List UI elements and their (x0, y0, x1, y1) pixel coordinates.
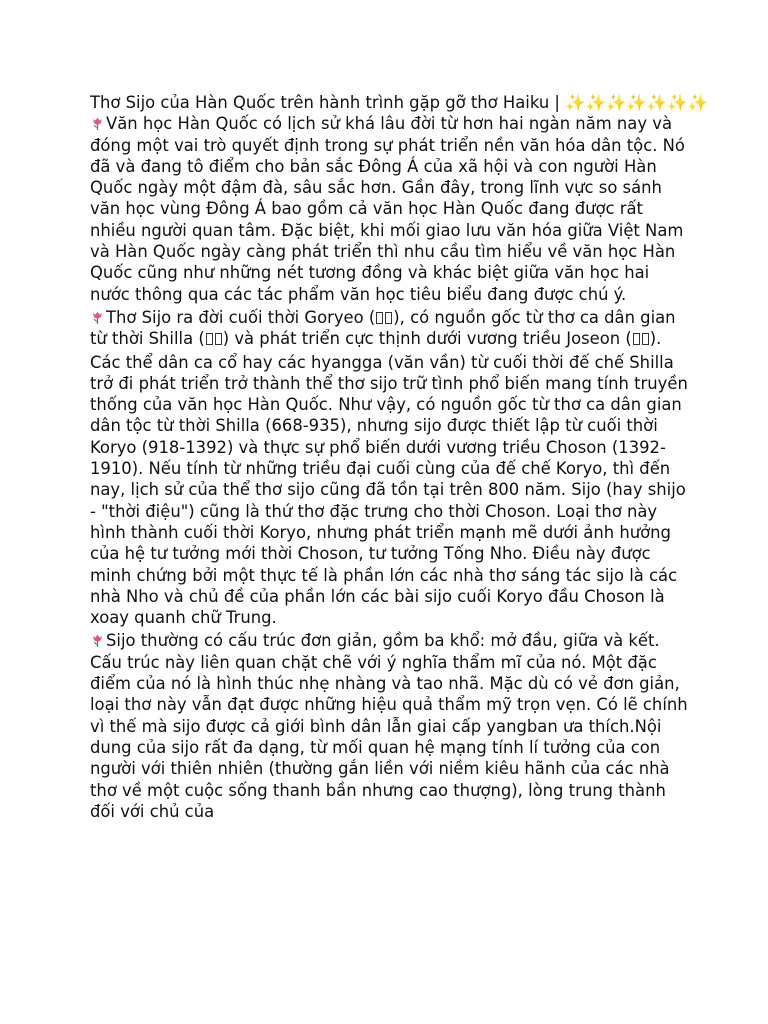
origin-text-c: ) và phát triển cực thịnh dưới vương triều Joseon ( (222, 329, 632, 349)
missing-glyph-icon (215, 333, 222, 345)
origin-text-b: ), có nguồn gốc từ thơ ca dân gian từ thời Shilla ( (90, 307, 676, 349)
missing-glyph-icon (642, 333, 649, 345)
paragraph-structure-text: Sijo thường có cấu trúc đơn giản, gồm ba khổ: mở đầu, giữa và kết. Cấu trúc này liên quan chặt chẽ với ý nghĩa thẩm mĩ của nó. Một đặc điểm của nó là hình thúc nhẹ nhàng và tao nhã. Mặc dù có vẻ đơn giản, loại thơ này vẫn đạt được những hiệu quả thẩm mỹ trọn vẹn. Có lẽ chính vì thế mà sijo được cả giới bình dân lẫn giai cấp yangban ưa thích.Nội dung của sijo rất đa dạng, từ mối quan hệ mạng tính lí tưởng của con người với thiên nhiên (thường gắn liền với niềm kiêu hãnh của các nhà thơ về một cuộc sống thanh bần nhưng cao thượng), lòng trung thành đối với chủ của (90, 631, 688, 821)
missing-glyph-icon (376, 312, 383, 324)
paragraph-structure (90, 630, 690, 822)
tulip-icon (90, 633, 105, 648)
missing-glyph-icon (385, 312, 392, 324)
origin-text-a: Thơ Sijo ra đời cuối thời Goryeo ( (106, 307, 376, 327)
paragraph-history-text: Các thể dân ca cổ hay các hyangga (văn vần) từ cuối thời đế chế Shilla trở đi phát triển trở thành thể thơ sijo trữ tình phổ biến mang tính truyền thống của văn học Hàn Quốc. Như vậy, có nguồn gốc từ thơ ca dân gian dân tộc từ thời Shilla (668-935), nhưng sijo được thiết lập từ cuối thời Koryo (918-1392) và thực sự phổ biến dưới vương triều Choson (1392-1910). Nếu tính từ những triều đại cuối cùng của đế chế Koryo, thì đến nay, lịch sử của thể thơ sijo cũng đã tồn tại trên 800 năm. Sijo (hay shijo - "thời điệu") cũng là thứ thơ đặc trưng cho thời Choson. Loại thơ này hình thành cuối thời Koryo, nhưng phát triển mạnh mẽ dưới ảnh hưởng của hệ tư tưởng mới thời Choson, tư tưởng Tống Nho. Điều này được minh chứng bởi một thực tế là phần lớn các nhà thơ sáng tác sijo là các nhà Nho và chủ đề của phần lớn các bài sijo cuối Koryo đầu Choson là xoay quanh chữ Trung. (90, 352, 688, 628)
document-page (90, 92, 709, 824)
paragraph-origin (90, 307, 690, 350)
paragraph-intro (90, 113, 690, 305)
missing-glyph-icon (633, 333, 640, 345)
paragraph-history (90, 352, 690, 629)
missing-glyph-icon (206, 333, 213, 345)
origin-text-d: ). (649, 329, 662, 349)
title-text: Thơ Sijo của Hàn Quốc trên hành trình gặp gỡ thơ Haiku | (90, 93, 560, 112)
tulip-icon (90, 116, 105, 131)
paragraph-intro-text: Văn học Hàn Quốc có lịch sử khá lâu đời từ hơn hai ngàn năm nay và đóng một vai trò quyết định trong sự phát triển nền văn hóa dân tộc. Nó đã và đang tô điểm cho bản sắc Đông Á của xã hội và con người Hàn Quốc ngày một đậm đà, sâu sắc hơn. Gần đây, trong lĩnh vực so sánh văn học vùng Đông Á bao gồm cả văn học Hàn Quốc đang được rất nhiều người quan tâm. Đặc biệt, khi mối giao lưu văn hóa giữa Việt Nam và Hàn Quốc ngày càng phát triển thì nhu cầu tìm hiểu về văn học Hàn Quốc cũng như những nét tương đồng và khác biệt giữa văn học hai nước thông qua các tác phẩm văn học tiêu biểu đang được chú ý. (90, 114, 685, 304)
tulip-icon (90, 310, 105, 325)
document-title (90, 92, 709, 113)
sparkles-emoji: ✨✨✨✨✨✨✨ (565, 93, 709, 112)
